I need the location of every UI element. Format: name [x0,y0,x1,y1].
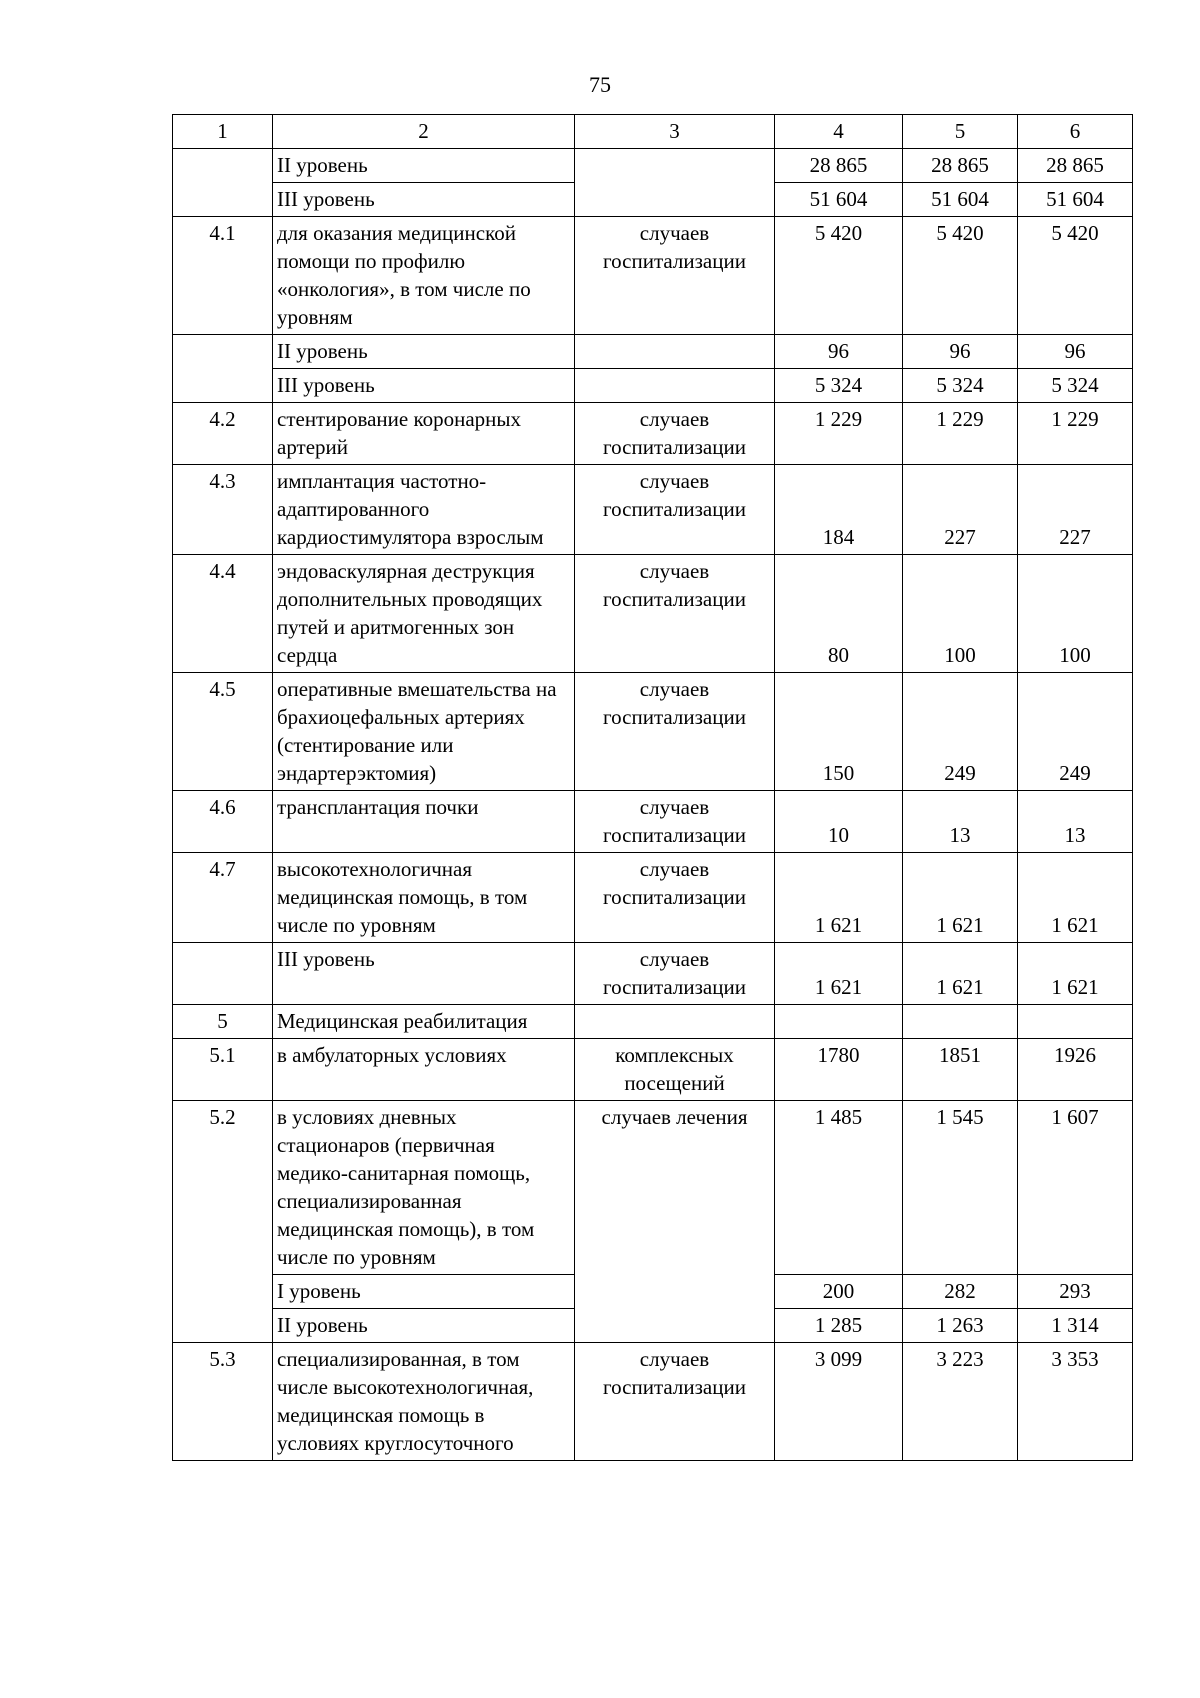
value-col6: 3 353 [1018,1343,1133,1461]
row-name: в амбулаторных условиях [273,1039,575,1101]
table-row [173,853,1133,943]
value-col5: 3 223 [903,1343,1018,1461]
row-name: II уровень [273,1309,575,1343]
value-col5: 5 420 [903,217,1018,335]
value-col4: 28 865 [775,149,903,183]
value-col4: 96 [775,335,903,369]
value-col4: 1 621 [775,943,903,1005]
table-row [173,217,1133,335]
value-col5: 13 [903,791,1018,853]
table-row [173,369,1133,403]
row-name: высокотехнологичная медицинская помощь, в том числе по уровням [273,853,575,943]
table-row [173,465,1133,555]
header-cell: 5 [903,115,1018,149]
value-col6: 1 621 [1018,853,1133,943]
value-col5: 282 [903,1275,1018,1309]
table-row [173,335,1133,369]
value-col6: 5 420 [1018,217,1133,335]
value-col4: 1780 [775,1039,903,1101]
value-col6: 51 604 [1018,183,1133,217]
value-col5 [903,1005,1018,1039]
row-unit: случаев госпитализации [575,943,775,1005]
value-col4: 1 485 [775,1101,903,1275]
row-number: 4.4 [173,555,273,673]
data-table [172,114,1133,1461]
value-col4: 10 [775,791,903,853]
row-name: III уровень [273,943,575,1005]
row-unit [575,369,775,403]
header-cell: 2 [273,115,575,149]
table-row [173,149,1133,183]
value-col6: 1926 [1018,1039,1133,1101]
row-unit: случаев госпитализации [575,555,775,673]
value-col4: 150 [775,673,903,791]
page-number: 75 [589,72,611,97]
value-col4: 184 [775,465,903,555]
value-col6: 28 865 [1018,149,1133,183]
row-number: 4.3 [173,465,273,555]
value-col6: 1 314 [1018,1309,1133,1343]
row-name: III уровень [273,369,575,403]
row-name: для оказания медицинской помощи по профилю «онкология», в том числе по уровням [273,217,575,335]
value-col4: 1 229 [775,403,903,465]
value-col5: 1 621 [903,943,1018,1005]
row-number: 5.1 [173,1039,273,1101]
value-col6: 293 [1018,1275,1133,1309]
row-number: 4.1 [173,217,273,335]
value-col4: 200 [775,1275,903,1309]
value-col5: 28 865 [903,149,1018,183]
table-row [173,1039,1133,1101]
value-col6: 96 [1018,335,1133,369]
row-name: Медицинская реабилитация [273,1005,575,1039]
row-number: 5 [173,1005,273,1039]
value-col5: 249 [903,673,1018,791]
row-name: в условиях дневных стационаров (первичная медико-санитарная помощь, специализированная медицинская помощь), в том числе по уровням [273,1101,575,1275]
value-col5: 1 545 [903,1101,1018,1275]
row-number: 5.2 [173,1101,273,1343]
value-col6: 13 [1018,791,1133,853]
row-number [173,149,273,217]
row-number: 4.7 [173,853,273,943]
value-col4: 5 420 [775,217,903,335]
row-name: имплантация частотно-адаптированного кардиостимулятора взрослым [273,465,575,555]
value-col5: 1 263 [903,1309,1018,1343]
table-row [173,943,1133,1005]
row-name: II уровень [273,149,575,183]
value-col5: 1851 [903,1039,1018,1101]
row-unit: комплексных посещений [575,1039,775,1101]
value-col4: 51 604 [775,183,903,217]
row-number: 5.3 [173,1343,273,1461]
row-name: оперативные вмешательства на брахиоцефальных артериях (стентирование или эндартерэктомия) [273,673,575,791]
row-name: трансплантация почки [273,791,575,853]
row-number: 4.2 [173,403,273,465]
value-col6: 249 [1018,673,1133,791]
value-col4: 3 099 [775,1343,903,1461]
row-unit: случаев госпитализации [575,673,775,791]
table-row [173,791,1133,853]
value-col6: 227 [1018,465,1133,555]
header-cell: 6 [1018,115,1133,149]
row-unit: случаев госпитализации [575,791,775,853]
row-unit: случаев госпитализации [575,1343,775,1461]
row-name: специализированная, в том числе высокотехнологичная, медицинская помощь в условиях круглосуточного [273,1343,575,1461]
row-unit: случаев лечения [575,1101,775,1343]
row-unit [575,149,775,217]
value-col6 [1018,1005,1133,1039]
row-name: II уровень [273,335,575,369]
value-col6: 1 229 [1018,403,1133,465]
row-unit: случаев госпитализации [575,403,775,465]
value-col4: 80 [775,555,903,673]
value-col4 [775,1005,903,1039]
row-name: III уровень [273,183,575,217]
row-name: I уровень [273,1275,575,1309]
value-col6: 5 324 [1018,369,1133,403]
table-row [173,673,1133,791]
table-row [173,555,1133,673]
row-number: 4.6 [173,791,273,853]
value-col5: 1 621 [903,853,1018,943]
table-header-row [173,115,1133,149]
row-unit: случаев госпитализации [575,853,775,943]
value-col4: 5 324 [775,369,903,403]
value-col6: 100 [1018,555,1133,673]
value-col5: 1 229 [903,403,1018,465]
row-unit: случаев госпитализации [575,465,775,555]
row-number: 4.5 [173,673,273,791]
value-col5: 96 [903,335,1018,369]
row-name: эндоваскулярная деструкция дополнительных проводящих путей и аритмогенных зон сердца [273,555,575,673]
value-col5: 51 604 [903,183,1018,217]
value-col4: 1 285 [775,1309,903,1343]
header-cell: 4 [775,115,903,149]
value-col5: 5 324 [903,369,1018,403]
header-cell: 1 [173,115,273,149]
table-row [173,1005,1133,1039]
row-unit: случаев госпитализации [575,217,775,335]
table-row [173,1343,1133,1461]
table-row [173,403,1133,465]
value-col4: 1 621 [775,853,903,943]
value-col6: 1 607 [1018,1101,1133,1275]
value-col5: 227 [903,465,1018,555]
row-unit [575,335,775,369]
row-number [173,335,273,403]
value-col5: 100 [903,555,1018,673]
header-cell: 3 [575,115,775,149]
table-row [173,1101,1133,1275]
row-unit [575,1005,775,1039]
value-col6: 1 621 [1018,943,1133,1005]
row-name: стентирование коронарных артерий [273,403,575,465]
row-number [173,943,273,1005]
